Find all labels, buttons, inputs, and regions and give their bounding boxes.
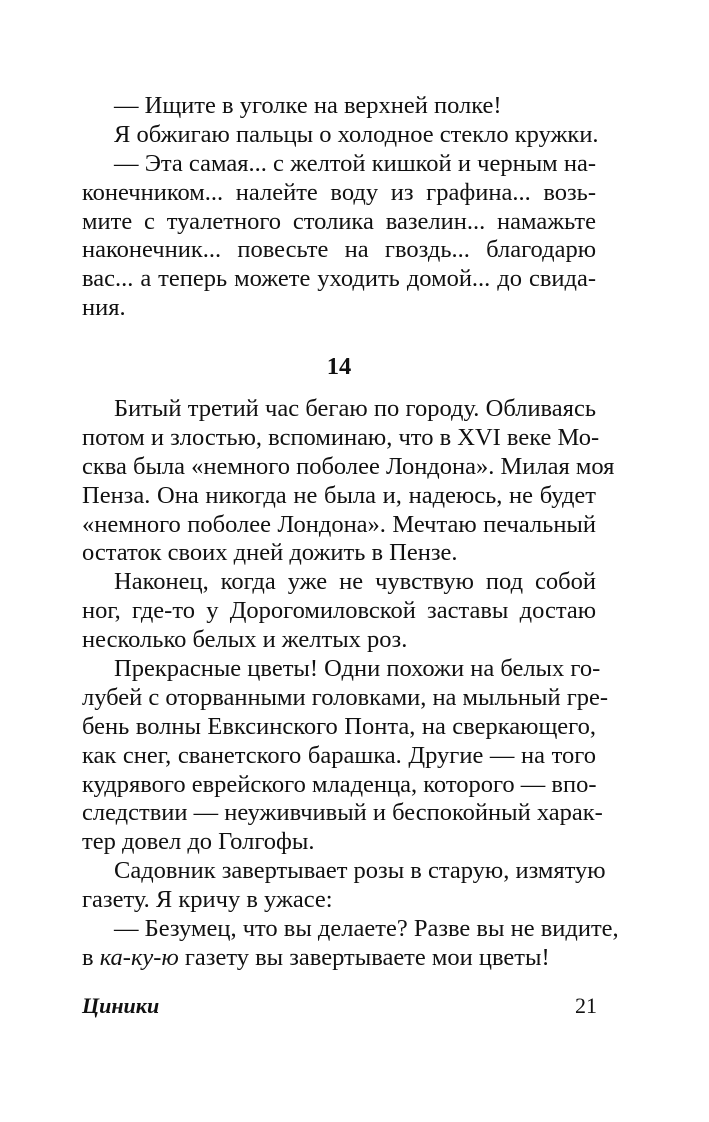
paragraph-line: ния. (82, 294, 126, 322)
paragraph-line: тер довел до Голгофы. (82, 828, 315, 856)
paragraph-line: Пенза. Она никогда не была и, надеюсь, не будет (82, 481, 596, 509)
paragraph-line: потом и злостью, вспоминаю, что в XVI веке Мо- (82, 423, 600, 451)
text-block-main (82, 395, 619, 973)
paragraph-line-emphasis (82, 944, 596, 973)
paragraph-line: как снег, сванетского барашка. Другие — на того (82, 741, 596, 769)
chapter-number: 14 (326, 353, 352, 380)
paragraph-line: бень волны Евксинского Понта, на сверкающего, (82, 712, 596, 740)
paragraph-line: вас... а теперь можете уходить домой... до свида- (82, 265, 596, 293)
paragraph-line: несколько белых и желтых роз. (82, 626, 408, 654)
paragraph-line: Наконец, когда уже не чувствую под собой (114, 568, 596, 596)
paragraph-line: Прекрасные цветы! Одни похожи на белых го- (114, 655, 601, 683)
paragraph-line: ног, где-то у Дорогомиловской заставы достаю (82, 597, 596, 625)
paragraph-line: Садовник завертывает розы в старую, измятую (114, 857, 606, 885)
paragraph-line: лубей с оторванными головками, на мыльный гре- (82, 683, 609, 711)
paragraph-line: — Эта самая... с желтой кишкой и черным на- (114, 149, 596, 177)
text-block-top (82, 92, 599, 323)
paragraph-line: кудрявого еврейского младенца, которого — впо- (82, 770, 597, 798)
paragraph-line: Я обжигаю пальцы о холодное стекло кружки. (114, 120, 599, 148)
paragraph-line: остаток своих дней дожить в Пензе. (82, 539, 458, 567)
paragraph-line: газету. Я кричу в ужасе: (82, 886, 333, 914)
line-text-after: газету вы завертываете мои цветы! (178, 943, 550, 971)
paragraph-line: мите с туалетного столика вазелин... намажьте (82, 207, 596, 235)
paragraph-line: — Ищите в уголке на верхней полке! (114, 92, 502, 119)
paragraph-line: наконечник... повесьте на гвоздь... благодарю (82, 236, 596, 264)
paragraph-line: конечником... налейте воду из графина... возь- (82, 178, 596, 206)
running-footer-title: Циники (82, 993, 160, 1018)
paragraph-line: — Безумец, что вы делаете? Разве вы не видите, (114, 915, 619, 943)
emphasized-word: ка-ку-ю (99, 943, 179, 971)
paragraph-line: Битый третий час бегаю по городу. Обливаясь (114, 395, 596, 422)
paragraph-line: следствии — неуживчивый и беспокойный харак- (82, 799, 603, 827)
page-number: 21 (575, 993, 597, 1018)
paragraph-line: «немного поболее Лондона». Мечтаю печальный (82, 510, 596, 538)
paragraph-line: сква была «немного поболее Лондона». Милая моя (82, 452, 615, 480)
line-text-before: в (82, 943, 100, 971)
